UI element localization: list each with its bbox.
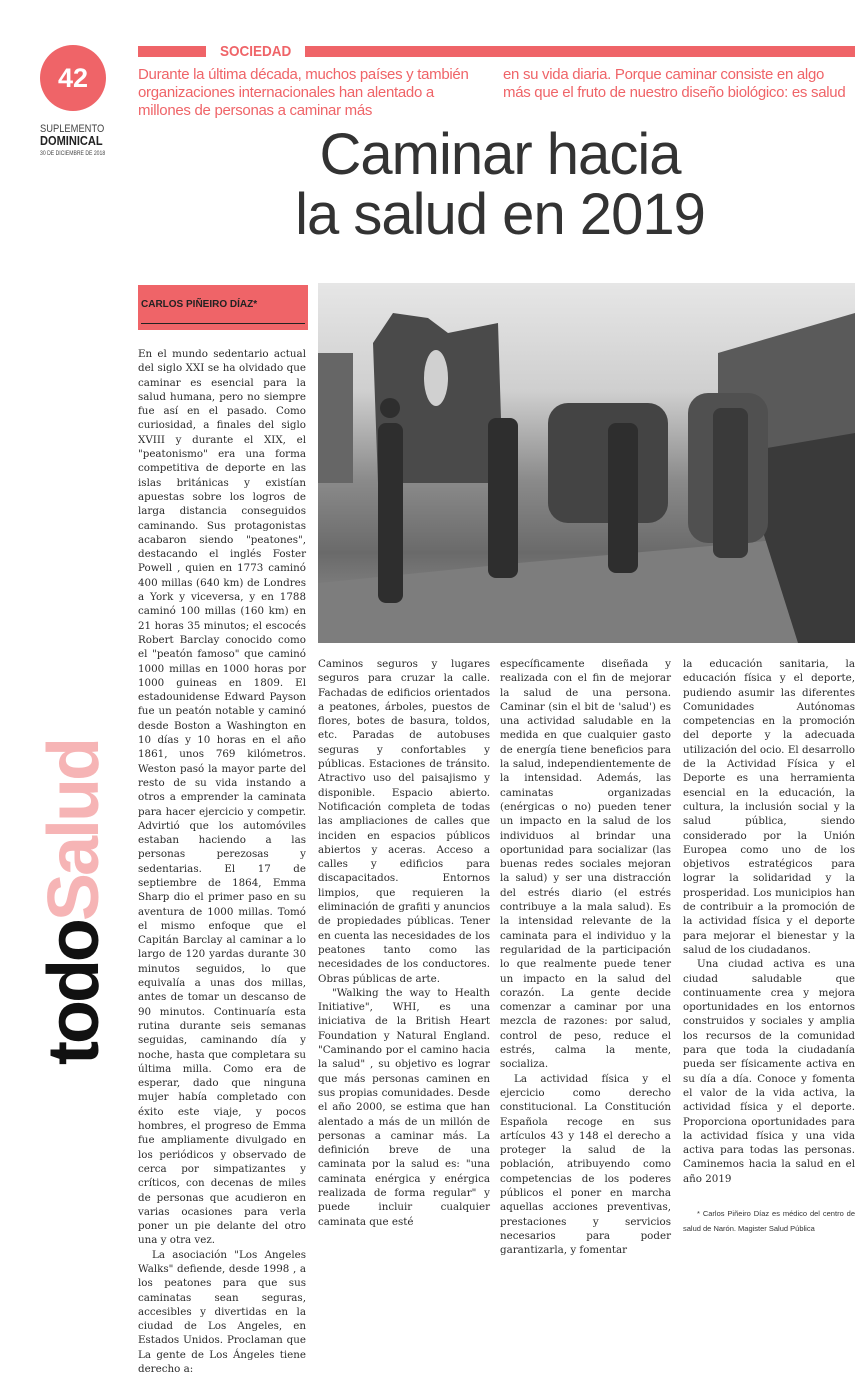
article-column-2 bbox=[318, 657, 490, 1229]
page-number: 42 bbox=[40, 45, 106, 111]
headline-line2: la salud en 2019 bbox=[295, 182, 705, 247]
issue-date: 30 DE DICIEMBRE DE 2018 bbox=[40, 151, 106, 157]
supplement-label bbox=[40, 124, 105, 160]
paragraph: "Walking the way to Health Initiative", WHI, es una iniciativa de la British Heart Foundation y Natural England. "Caminando por el camino hacia la salud" , su objetivo es lograr que más personas caminen en sus propias comunidades. Desde el año 2000, se estima que han alentado a más de un millón de personas a caminar más. La definición breve de una caminata por la salud es: "una caminata enérgica y enérgica realizada de forma regular" y puede incluir cualquier caminata que esté bbox=[318, 986, 490, 1228]
section-bar-right bbox=[305, 46, 855, 57]
todosalud-brand bbox=[34, 740, 114, 1065]
author-underline bbox=[141, 323, 305, 324]
brand-salud: Salud bbox=[34, 740, 114, 922]
author-byline bbox=[138, 285, 308, 330]
paragraph: La asociación "Los Angeles Walks" defiende, desde 1998 , a los peatones para que sus caminatas sean seguras, accesibles y divertidas en la ciudad de Los Angeles, en Estados Unidos. Proclaman que La gente de Los Ángeles tiene derecho a: bbox=[138, 1248, 306, 1376]
paragraph: Caminos seguros y lugares seguros para cruzar la calle. Fachadas de edificios orientados a peatones, árboles, puestos de flores, botes de basura, toldos, etc. Paradas de autobuses seguras y confortables y públicas. Estaciones de tránsito. Atractivo uso del paisajismo y disponible. Espacio abierto. Notificación completa de todas las ampliaciones de calles que inciden en espacios públicos abiertos y aceras. Acceso a calles y edificios para discapacitados. Entornos limpios, que requieren la eliminación de grafiti y anuncios de propiedades públicas. Tener en cuenta las necesidades de los peatones tanto como las necesidades de los conductores. Obras públicas de arte. bbox=[318, 658, 490, 985]
section-bar-left bbox=[138, 46, 206, 57]
article-column-1 bbox=[138, 347, 306, 1376]
walking-group-photo bbox=[318, 283, 855, 643]
deck-right: en su vida diaria. Porque caminar consiste en algo más que el fruto de nuestro diseño biológico: es salud bbox=[503, 66, 846, 101]
deck-left: Durante la última década, muchos países y también organizaciones internacionales han alentado a millones de personas a caminar más bbox=[138, 66, 469, 119]
author-footnote: * Carlos Piñeiro Díaz es médico del centro de salud de Narón. Magister Salud Pública bbox=[683, 1208, 855, 1233]
brand-todo: todo bbox=[34, 921, 114, 1065]
section-header bbox=[138, 42, 855, 60]
article-column-3 bbox=[500, 657, 671, 1257]
headline bbox=[200, 122, 800, 247]
paragraph: En el mundo sedentario actual del siglo XXI se ha olvidado que caminar es esencial para la salud humana, pero no siempre fue así en el pasado. Como curiosidad, a finales del siglo XVIII y durante el XIX, el "peatonismo" era una forma competitiva de deporte en las islas británicas y existían apuestas sobre los logros de larga distancia conseguidos caminando. Sus protagonistas acabaron siendo "peatones", destacando el inglés Foster Powell , quien en 1773 caminó 400 millas (640 km) de Londres a York y viceversa, y en 1788 caminó 100 millas (160 km) en 21 horas 35 minutos; el escocés Robert Barclay conocido como el "peatón famoso" que caminó 1000 millas en 1000 horas por 1000 guineas en 1809. El estadounidense Edward Payson fue un peatón notable y caminó desde Boston a Washington en 10 días y 10 horas en el año 1861, unos 769 kilómetros. Weston pasó la mayor parte del resto de su vida instando a otros a emprender la caminata para hacer ejercicio y competir. Advirtió que los automóviles estaban haciendo a las personas perezosas y sedentarias. El 17 de septiembre de 1864, Emma Sharp dio el primer paso en su aventura de 1000 millas. Tomó el mismo enfoque que el Capitán Barclay al caminar a lo largo de 120 yardas durante 30 minutos seguidos, lo que equivalía a unas dos millas, antes de tomar un descanso de 90 minutos. Continuaría esta rutina durante seis semanas seguidas, caminando día y noche, hasta que completara su última milla. Como era de esperar, dado que ninguna mujer había completado con éxito este viaje, y pocos hombres, el progreso de Emma fue ampliamente divulgado en los periódicos y observado de cerca por simpatizantes y críticos, con decenas de miles de personas que acudieron en varias ocasiones para verla poner un pie delante del otro una y otra vez. bbox=[138, 348, 306, 1247]
author-name: CARLOS PIÑEIRO DÍAZ* bbox=[141, 299, 258, 310]
paragraph: específicamente diseñada y realizada con el fin de mejorar la salud de una persona. Caminar (sin el bit de 'salud') es una actividad saludable en la medida en que cualquier gasto de energía tiene beneficios para la salud, independientemente de la intensidad. Además, las caminatas organizadas (enérgicas o no) pueden tener un impacto en la salud de los individuos al brindar una oportunidad para socializar (las buenas redes sociales mejoran la salud) y ser una distracción del estrés diario (el estrés contribuye a la mala salud). Es la intensidad relevante de la caminata para el individuo y la regularidad de la participación lo que realmente puede tener un impacto en la salud del corazón. La gente decide comenzar a caminar por una mezcla de razones: por salud, control de peso, reduce el estrés, calma la mente, socializa. bbox=[500, 658, 671, 1071]
headline-line1: Caminar hacia bbox=[319, 122, 681, 187]
supplement-line1: SUPLEMENTO bbox=[40, 123, 105, 135]
paragraph: Una ciudad activa es una ciudad saludable que continuamente crea y mejora oportunidades en los entornos construidos y sociales y amplia los recursos de la comunidad para que toda la ciudadanía pueda ser físicamente activa en su día a día. Conoce y fomenta el valor de la vida activa, la actividad física y el deporte. Proporciona oportunidades para la actividad física y una vida activa para todas las personas. Caminemos hacia la salud en el año 2019 bbox=[683, 958, 855, 1185]
supplement-line2: DOMINICAL bbox=[40, 133, 103, 148]
paragraph: La actividad física y el ejercicio como derecho constitucional. La Constitución Española recoge en sus artículos 43 y 148 el derecho a proteger la salud de la población, atribuyendo como competencias de los poderes públicos el poner en marcha aquellas acciones preventivas, prestaciones y servicios necesarios para poder garantizarla, y fomentar bbox=[500, 1072, 671, 1257]
section-label: SOCIEDAD bbox=[219, 42, 292, 60]
article-column-4 bbox=[683, 657, 855, 1236]
paragraph: la educación sanitaria, la educación física y el deporte, pudiendo asumir las diferentes Comunidades Autónomas competencias en la promoción del deporte y la adecuada utilización del ocio. El desarrollo de la Actividad Física y el Deporte es una herramienta esencial en la educación, la cultura, la inclusión social y la salud pública, siendo considerado por la Unión Europea como uno de los objetivos estratégicos para lograr la solidaridad y la prosperidad. Los municipios han de contribuir a la promoción de la actividad física y el deporte para mejorar el bienestar y la salud de los ciudadanos. bbox=[683, 658, 855, 956]
